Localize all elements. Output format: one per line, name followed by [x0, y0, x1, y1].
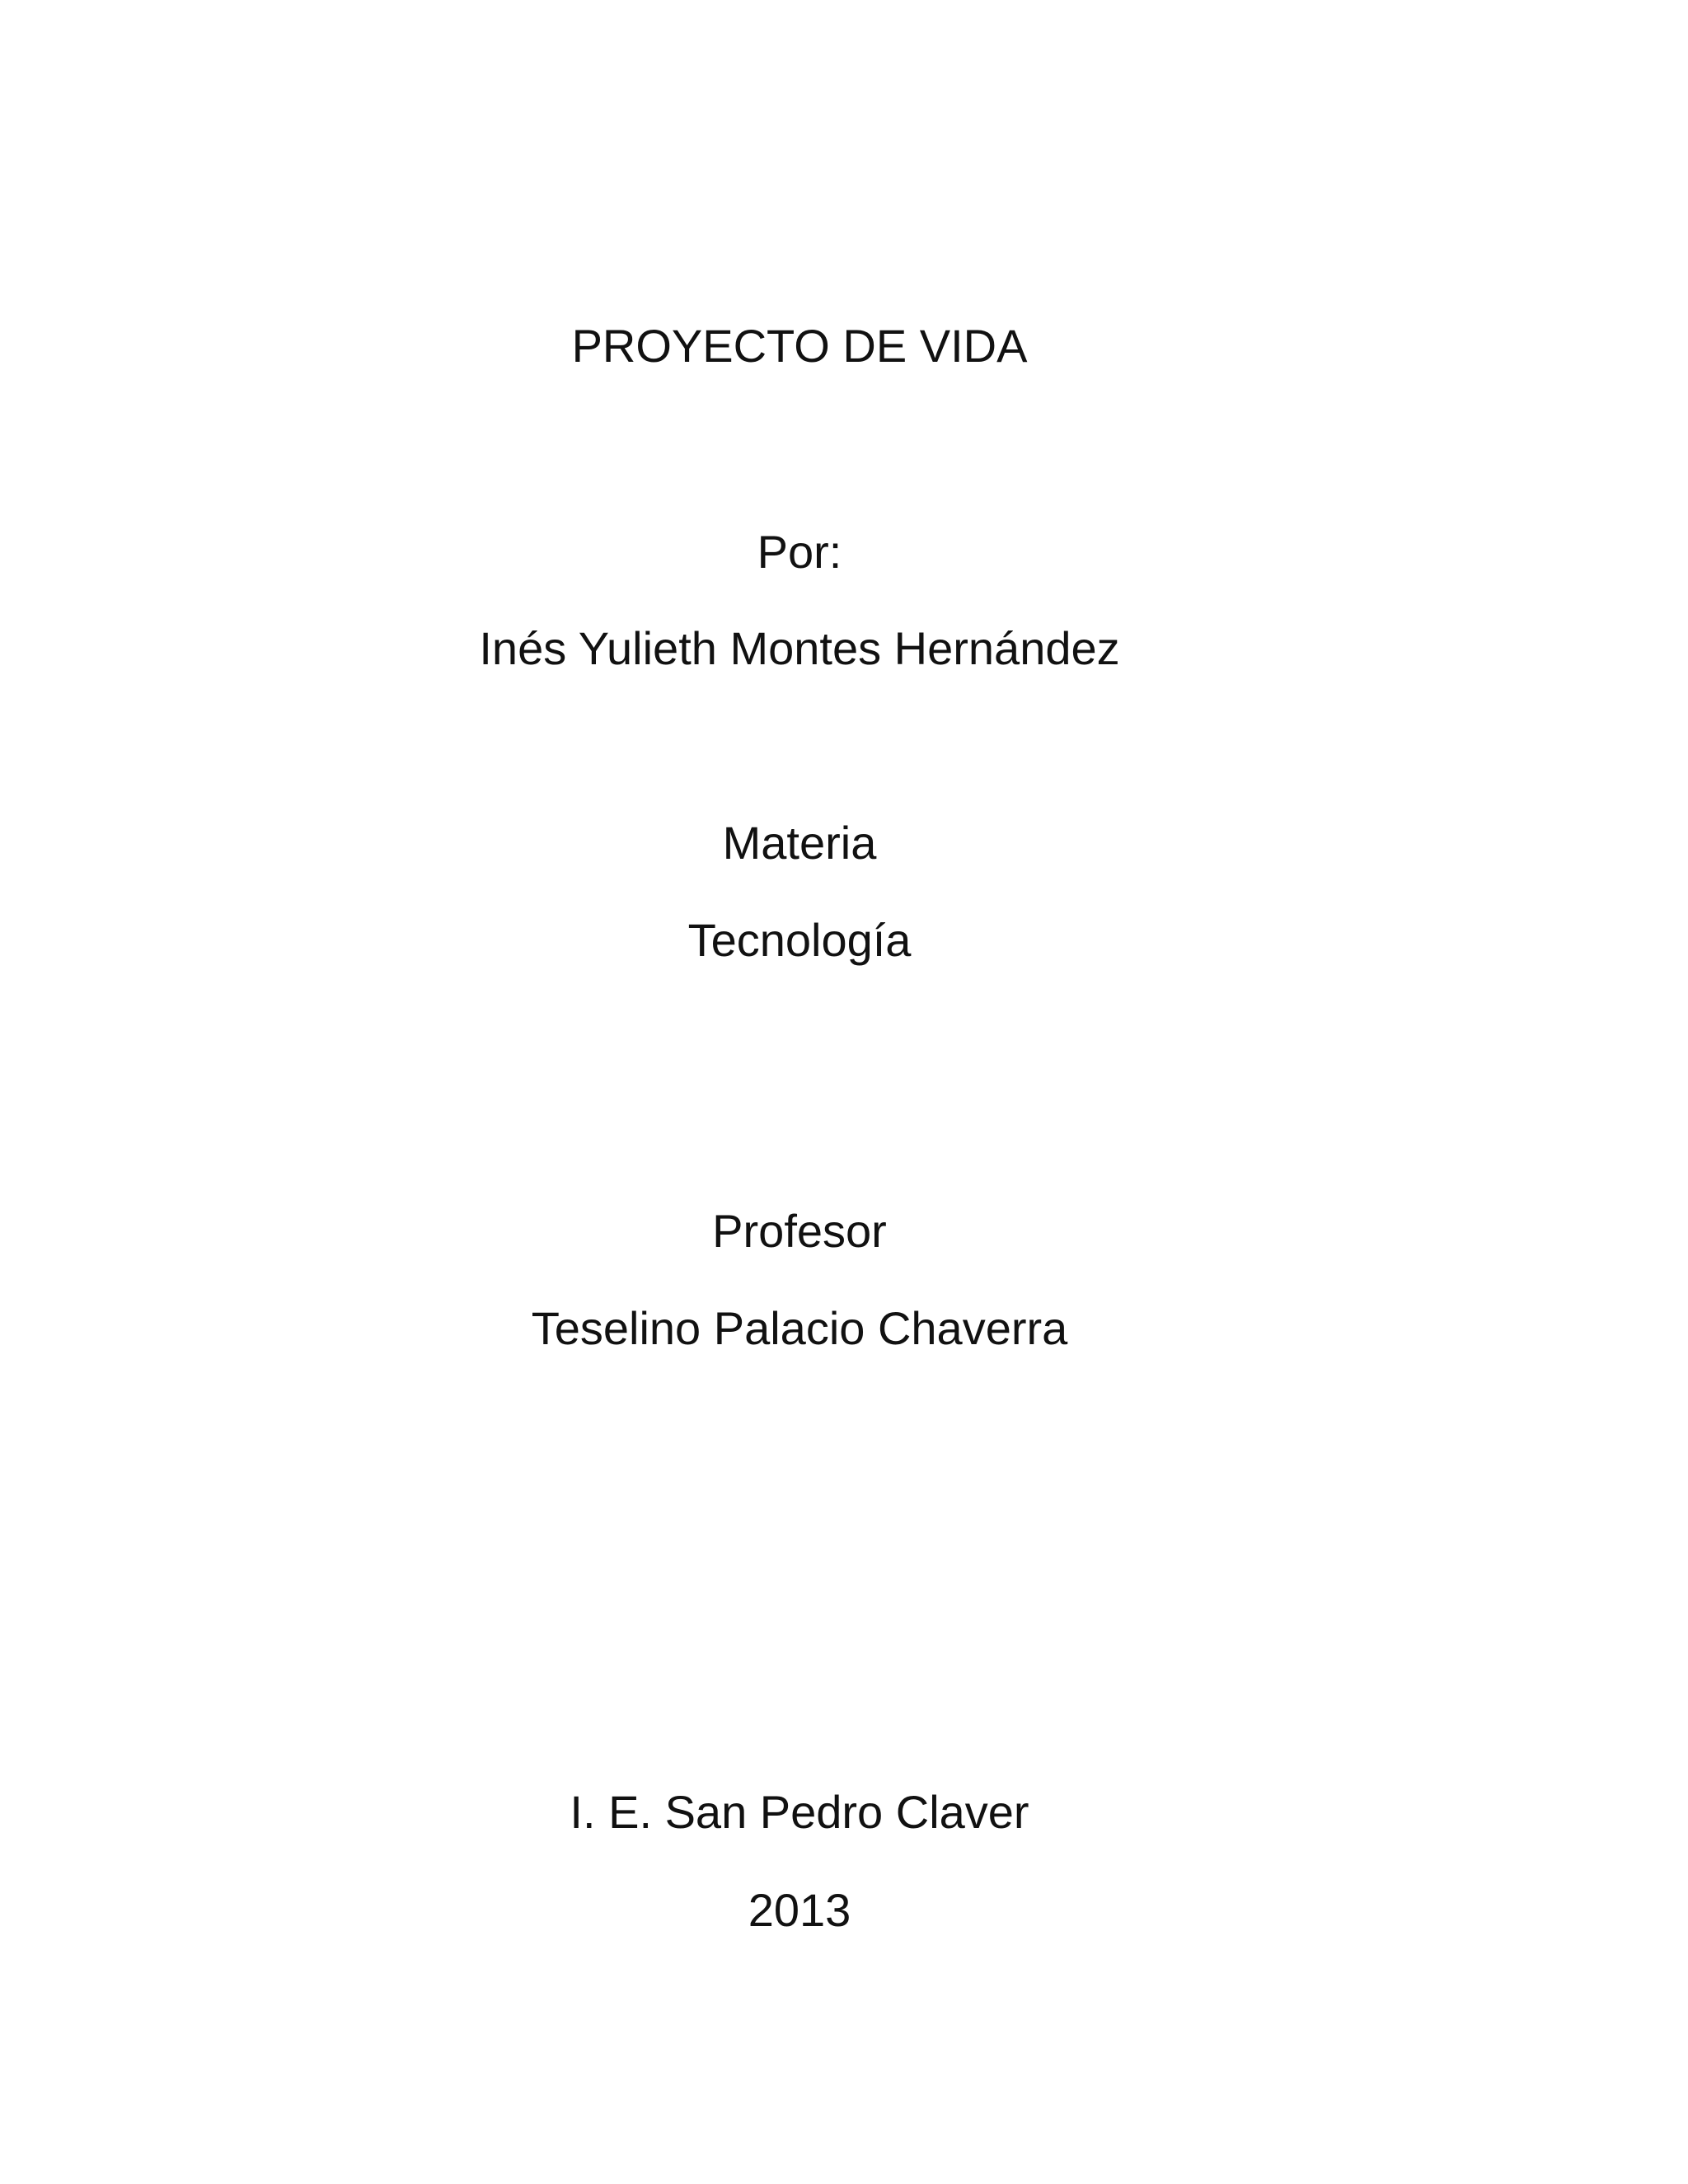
- institution-name: I. E. San Pedro Claver: [570, 1786, 1029, 1838]
- author-name: Inés Yulieth Montes Hernández: [479, 622, 1120, 674]
- teacher-name: Teselino Palacio Chaverra: [531, 1302, 1068, 1354]
- subject-value: Tecnología: [687, 914, 912, 966]
- author-label: Por:: [757, 526, 842, 578]
- year: 2013: [748, 1884, 851, 1936]
- teacher-label: Profesor: [712, 1205, 887, 1257]
- document-title: PROYECTO DE VIDA: [571, 320, 1028, 372]
- subject-label: Materia: [722, 817, 877, 869]
